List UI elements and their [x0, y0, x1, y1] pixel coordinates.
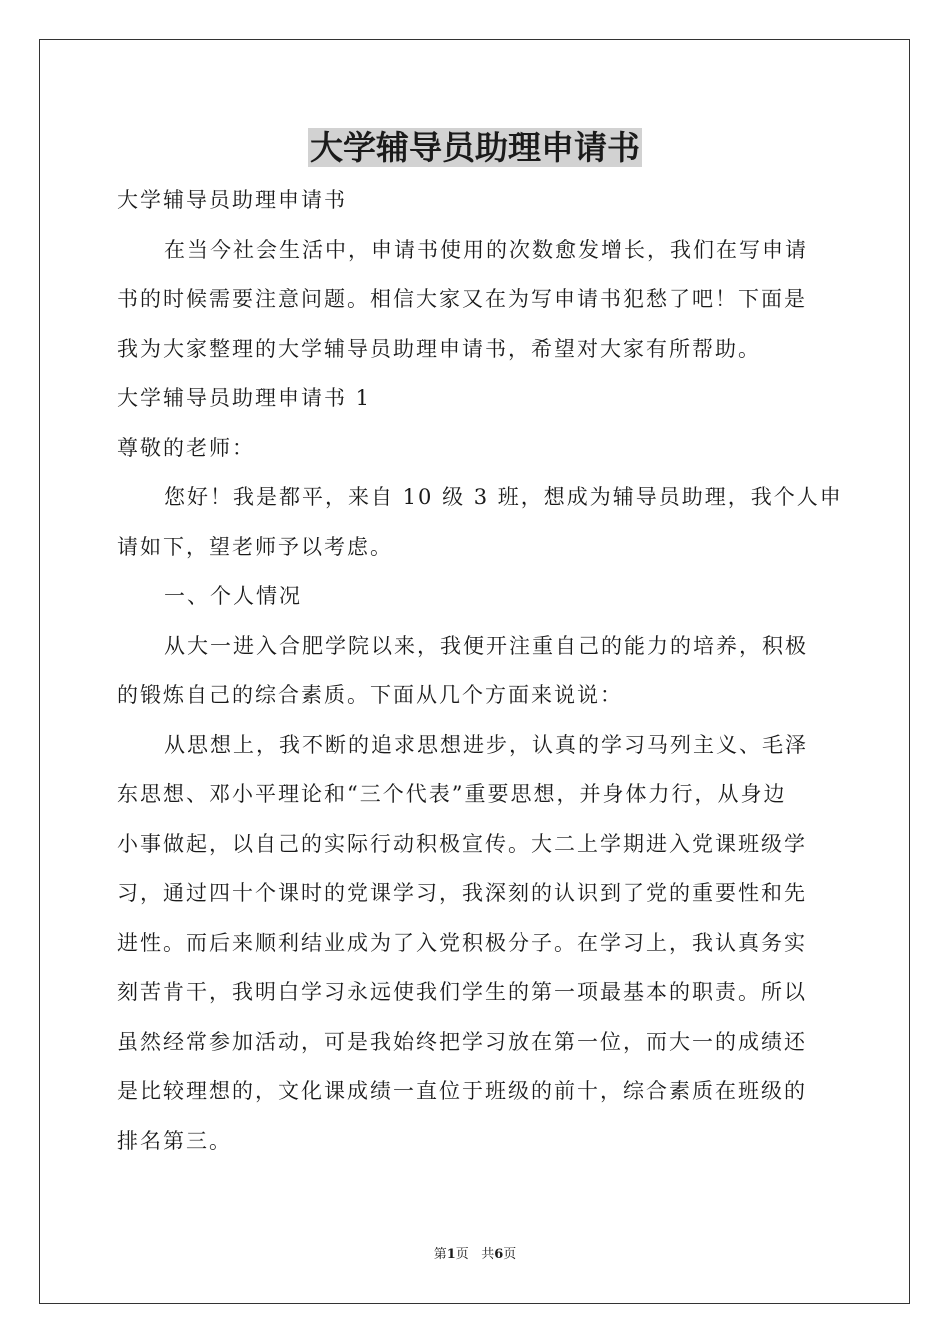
paragraph-line: 您好！我是都平，来自 10 级 3 班，想成为辅导员助理，我个人申	[164, 485, 843, 509]
paragraph-line: 从思想上，我不断的追求思想进步，认真的学习马列主义、毛泽	[164, 732, 808, 757]
page-suffix: 页	[455, 1247, 469, 1262]
paragraph-line: 小事做起，以自己的实际行动积极宣传。大二上学期进入党课班级学	[117, 831, 807, 856]
paragraph-line: 虽然经常参加活动，可是我始终把学习放在第一位，而大一的成绩还	[117, 1029, 807, 1054]
total-prefix: 共	[481, 1247, 495, 1262]
paragraph-line: 我为大家整理的大学辅导员助理申请书，希望对大家有所帮助。	[117, 336, 761, 361]
document-title-text: 大学辅导员助理申请书	[310, 128, 640, 167]
page-prefix: 第	[433, 1247, 447, 1262]
total-pages: 6	[494, 1247, 504, 1262]
paragraph-line: 东思想、邓小平理论和“三个代表”重要思想，并身体力行，从身边	[117, 782, 787, 806]
paragraph-line: 进性。而后来顺利结业成为了入党积极分子。在学习上，我认真务实	[117, 930, 807, 955]
paragraph-line: 的锻炼自己的综合素质。下面从几个方面来说说：	[117, 683, 623, 707]
paragraph-line: 从大一进入合肥学院以来，我便开注重自己的能力的培养，积极	[164, 633, 808, 658]
paragraph-line: 在当今社会生活中，申请书使用的次数愈发增长，我们在写申请	[164, 237, 808, 262]
paragraph-line: 习，通过四十个课时的党课学习，我深刻的认识到了党的重要性和先	[117, 881, 807, 905]
subsection-heading: 一、个人情况	[164, 584, 302, 608]
paragraph-line: 排名第三。	[117, 1128, 232, 1153]
total-suffix: 页	[503, 1247, 517, 1262]
paragraph-line: 书的时候需要注意问题。相信大家又在为写申请书犯愁了吧！下面是	[117, 287, 807, 311]
subtitle-line: 大学辅导员助理申请书	[117, 188, 347, 212]
salutation: 尊敬的老师：	[117, 435, 255, 460]
paragraph-line: 请如下，望老师予以考虑。	[117, 534, 393, 559]
paragraph-line: 是比较理想的，文化课成绩一直位于班级的前十，综合素质在班级的	[117, 1079, 807, 1103]
document-title	[0, 128, 950, 168]
paragraph-line: 刻苦肯干，我明白学习永远使我们学生的第一项最基本的职责。所以	[117, 980, 807, 1004]
document-body	[117, 176, 843, 1166]
section-heading: 大学辅导员助理申请书 1	[117, 386, 372, 410]
page-number: 1	[446, 1247, 456, 1262]
page-footer	[0, 1246, 950, 1264]
